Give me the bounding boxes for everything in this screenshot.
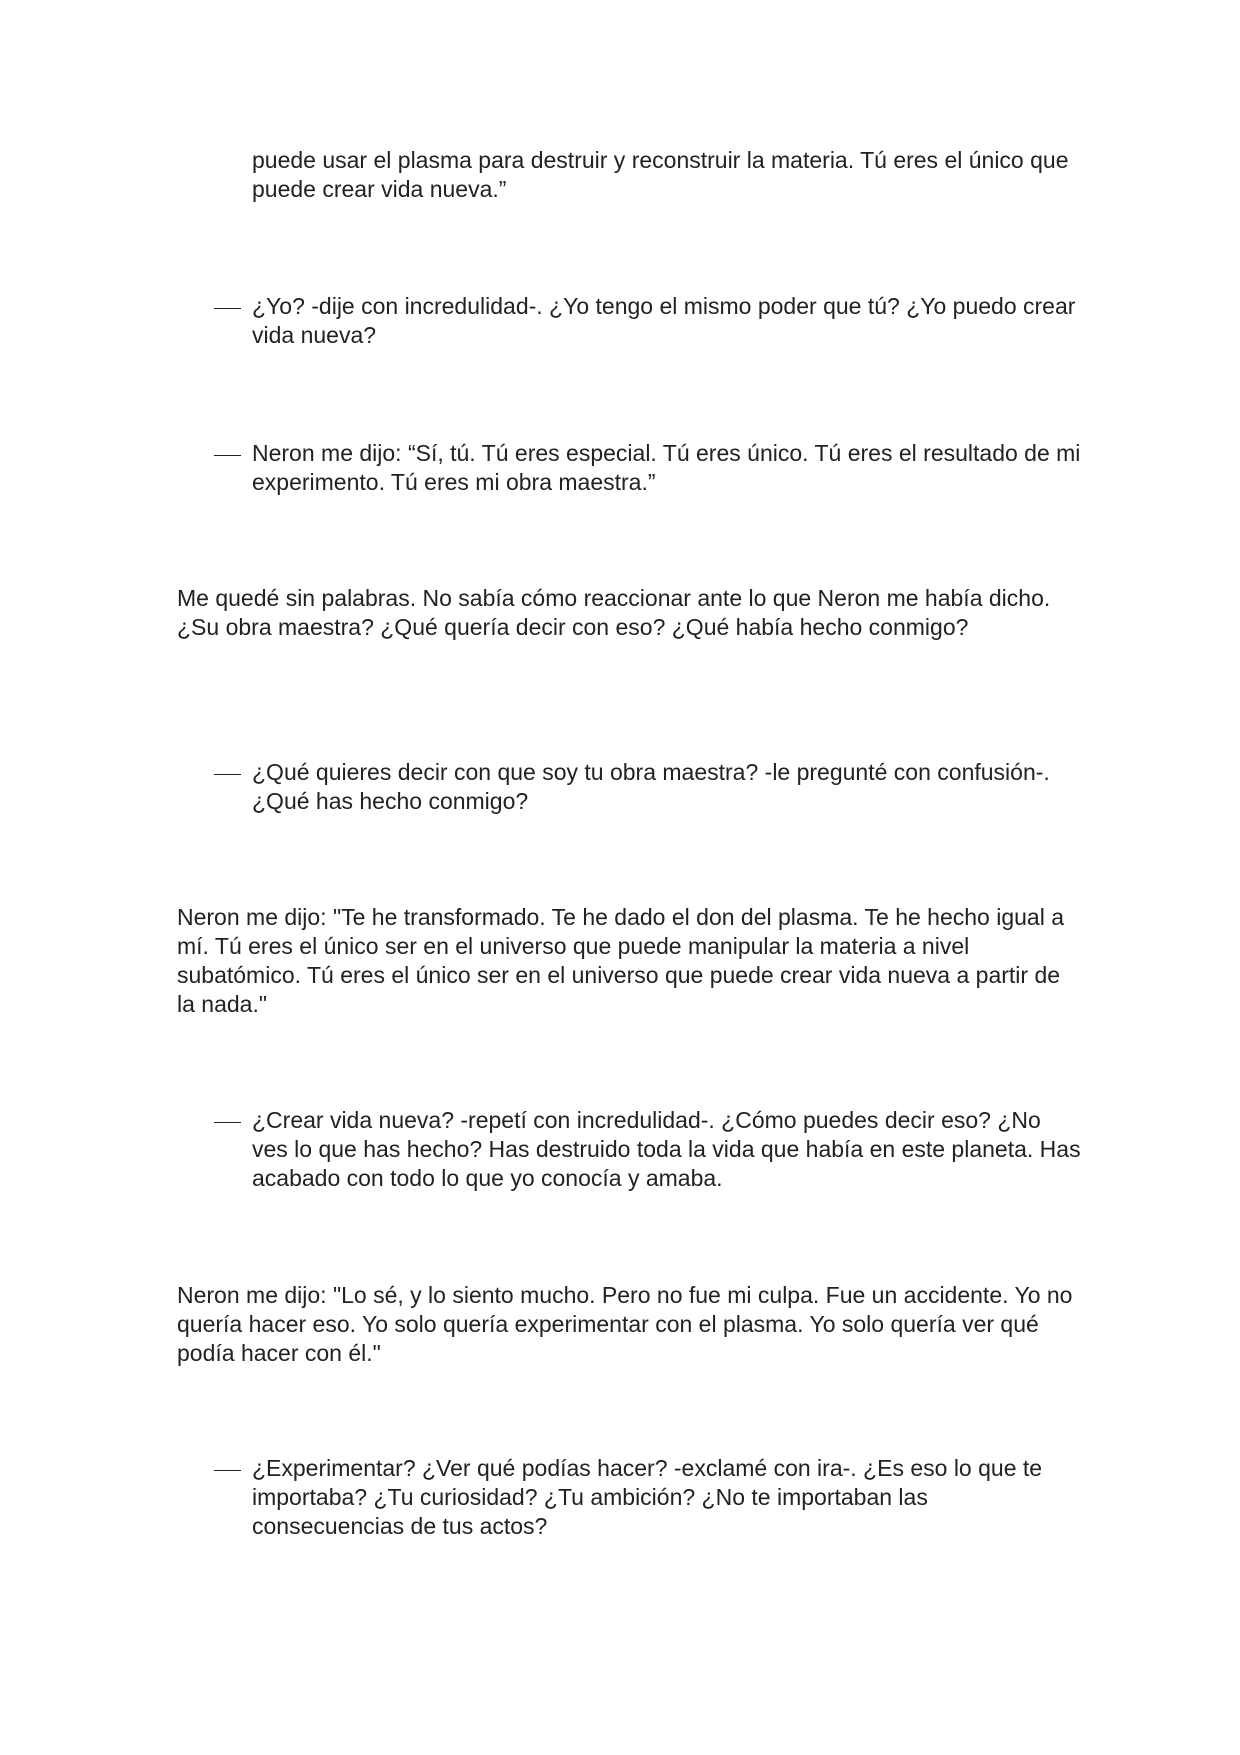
paragraph-narration: Me quedé sin palabras. No sabía cómo reaccionar ante lo que Neron me había dicho. ¿Su obra maestra? ¿Qué quería decir con eso? ¿Qué había hecho conmigo?: [177, 585, 1051, 640]
paragraph-narration: Neron me dijo: "Lo sé, y lo siento mucho. Pero no fue mi culpa. Fue un accidente. Yo no quería hacer eso. Yo solo quería experimentar con el plasma. Yo solo quería ver qué podía hacer con él.": [177, 1282, 1073, 1366]
em-dash-marker: [214, 308, 241, 309]
em-dash-marker: [214, 455, 241, 456]
paragraph-dialogue-continuation: puede usar el plasma para destruir y reconstruir la materia. Tú eres el único que puede crear vida nueva.”: [252, 147, 1069, 202]
paragraph-dialogue: ¿Yo? -dije con incredulidad-. ¿Yo tengo el mismo poder que tú? ¿Yo puedo crear vida nueva?: [252, 293, 1076, 348]
paragraph-dialogue: ¿Crear vida nueva? -repetí con incredulidad-. ¿Cómo puedes decir eso? ¿No ves lo que has hecho? Has destruido toda la vida que había en este planeta. Has acabado con todo lo que yo conocía y amaba.: [252, 1107, 1081, 1191]
paragraph-dialogue: ¿Experimentar? ¿Ver qué podías hacer? -exclamé con ira-. ¿Es eso lo que te importaba? ¿Tu curiosidad? ¿Tu ambición? ¿No te importaban las consecuencias de tus actos?: [252, 1455, 1043, 1539]
paragraph-narration: Neron me dijo: "Te he transformado. Te he dado el don del plasma. Te he hecho igual a mí. Tú eres el único ser en el universo que puede manipular la materia a nivel subatómico. Tú eres el único ser en el universo que puede crear vida nueva a partir de la nada.": [177, 904, 1064, 1017]
em-dash-marker: [214, 1122, 241, 1123]
em-dash-marker: [214, 774, 241, 775]
em-dash-marker: [214, 1470, 241, 1471]
paragraph-dialogue: Neron me dijo: “Sí, tú. Tú eres especial. Tú eres único. Tú eres el resultado de mi experimento. Tú eres mi obra maestra.”: [252, 440, 1081, 495]
paragraph-dialogue: ¿Qué quieres decir con que soy tu obra maestra? -le pregunté con confusión-. ¿Qué has hecho conmigo?: [252, 759, 1050, 814]
